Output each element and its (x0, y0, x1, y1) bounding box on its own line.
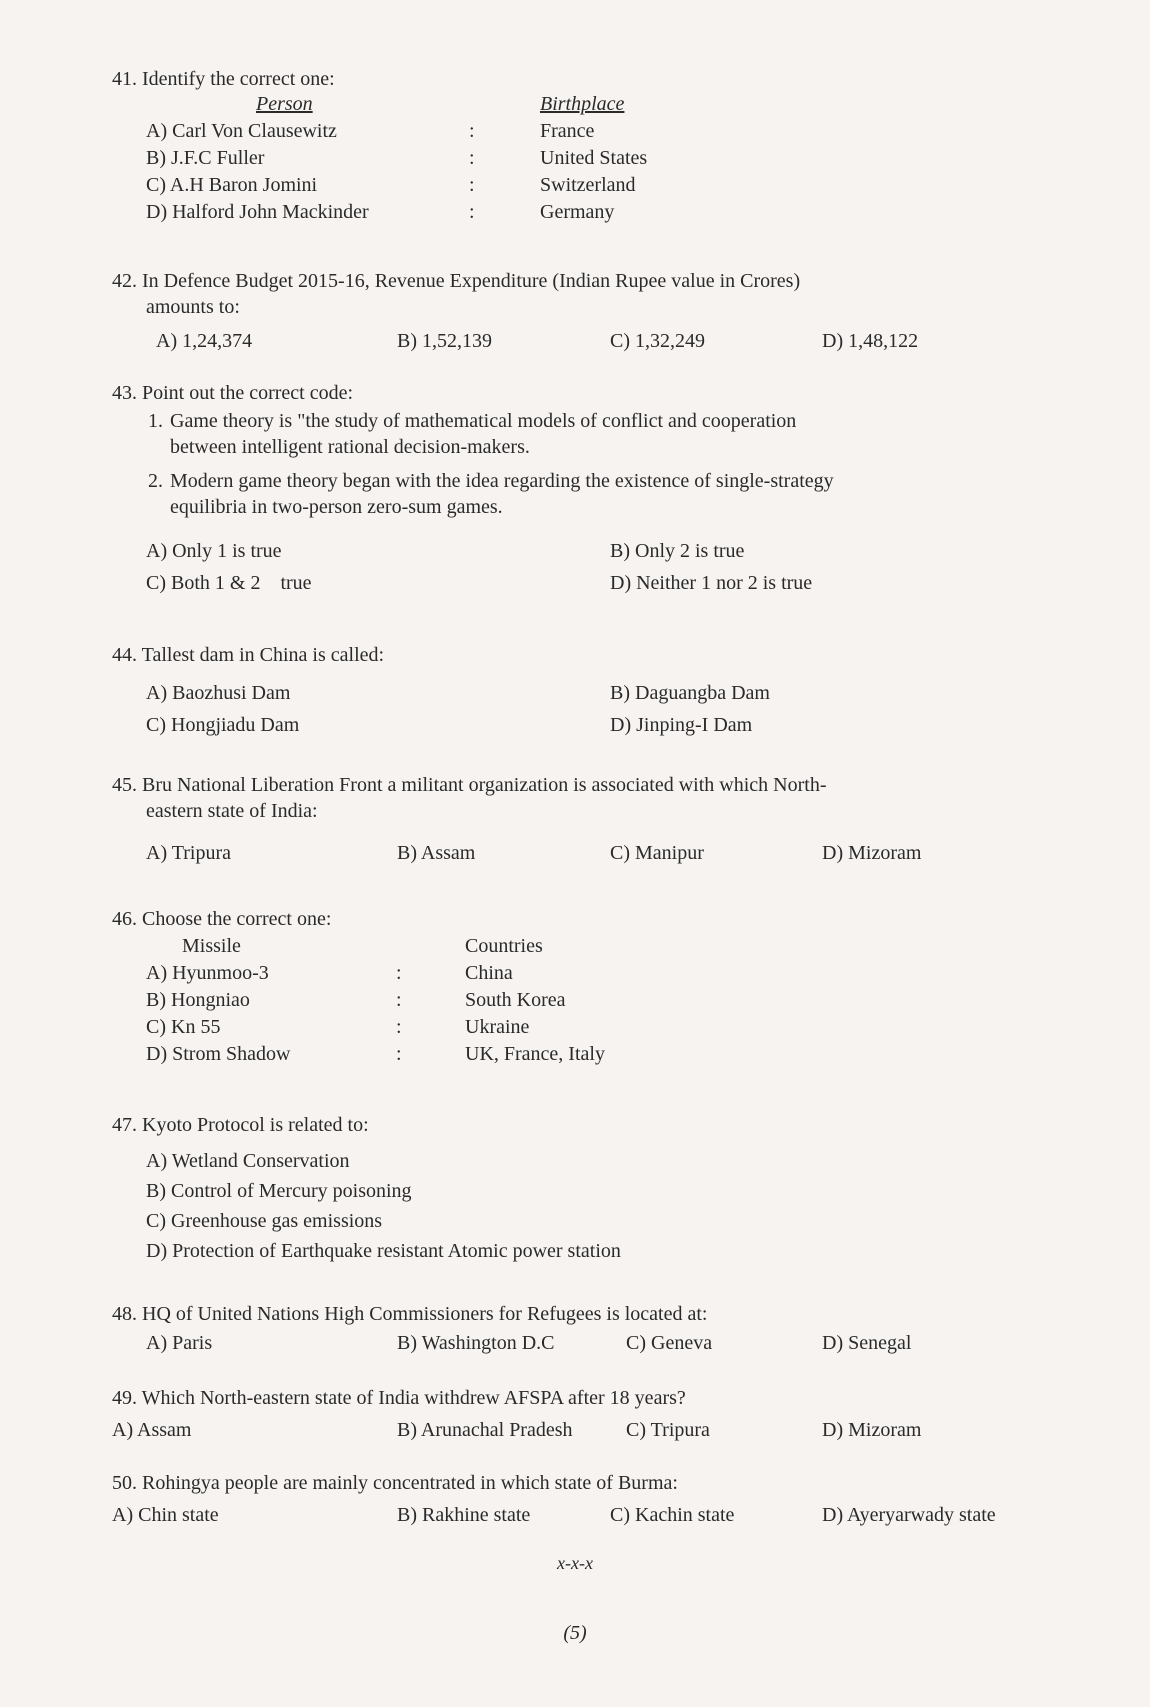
match-row: A) Carl Von Clausewitz : France (146, 120, 595, 142)
option-b: B) Only 2 is true (610, 540, 745, 562)
question-43 (112, 380, 1012, 599)
question-49 (112, 1385, 1012, 1446)
question-47 (112, 1112, 1012, 1267)
option-d: D) Protection of Earthquake resistant Atomic power station (146, 1240, 621, 1262)
option-d: D) Neither 1 nor 2 is true (610, 572, 813, 594)
end-mark: x-x-x (557, 1553, 593, 1573)
option-d: D) 1,48,122 (822, 330, 919, 352)
option-c: C) Kachin state (610, 1504, 735, 1526)
option-a: A) Tripura (146, 842, 232, 864)
match-row: B) Hongniao : South Korea (146, 989, 566, 1011)
option-c: C) Hongjiadu Dam (146, 714, 300, 736)
option-b: B) Control of Mercury poisoning (146, 1180, 412, 1202)
question-46 (112, 906, 1012, 1070)
option-a: A) Only 1 is true (146, 540, 282, 562)
question-42 (112, 268, 1012, 357)
option-b: B) 1,52,139 (397, 330, 492, 352)
option-c: C) Both 1 & 2 true (146, 572, 312, 594)
option-d: D) Senegal (822, 1332, 912, 1354)
question-45 (112, 772, 1012, 869)
match-row: D) Strom Shadow : UK, France, Italy (146, 1043, 605, 1065)
question-41 (112, 66, 1012, 228)
question-text: 48. HQ of United Nations High Commissioners for Refugees is located at: (112, 1303, 708, 1325)
match-row: A) Hyunmoo-3 : China (146, 962, 513, 984)
option-a: A) Paris (146, 1332, 213, 1354)
question-text-continued: eastern state of India: (146, 800, 318, 822)
question-48 (112, 1301, 1012, 1359)
option-c: C) Geneva (626, 1332, 713, 1354)
page-number: (5) (563, 1622, 587, 1644)
option-d: D) Jinping-I Dam (610, 714, 753, 736)
option-a: A) Wetland Conservation (146, 1150, 350, 1172)
column-header-countries: Countries (465, 935, 543, 957)
option-b: B) Arunachal Pradesh (397, 1419, 573, 1441)
statement-2: 2. Modern game theory began with the idea regarding the existence of single-strategy equilibria in two-person zero-sum games. (148, 470, 834, 518)
match-row: C) Kn 55 : Ukraine (146, 1016, 530, 1038)
column-header-person: Person (256, 93, 313, 115)
option-c: C) Greenhouse gas emissions (146, 1210, 383, 1232)
question-text-continued: amounts to: (146, 296, 240, 318)
option-a: A) Baozhusi Dam (146, 682, 291, 704)
question-text: 46. Choose the correct one: (112, 908, 332, 930)
option-a: A) Chin state (112, 1504, 219, 1526)
option-b: B) Daguangba Dam (610, 682, 770, 704)
statement-1: 1. Game theory is "the study of mathematical models of conflict and cooperation between intelligent rational decision-makers. (148, 410, 797, 458)
question-text: 42. In Defence Budget 2015-16, Revenue Expenditure (Indian Rupee value in Crores) (112, 270, 801, 292)
option-d: D) Mizoram (822, 1419, 922, 1441)
column-header-birthplace: Birthplace (540, 93, 625, 115)
match-row: B) J.F.C Fuller : United States (146, 147, 648, 169)
option-c: C) 1,32,249 (610, 330, 705, 352)
option-b: B) Rakhine state (397, 1504, 531, 1526)
question-50 (112, 1470, 1012, 1531)
match-row: C) A.H Baron Jomini : Switzerland (146, 174, 636, 196)
question-text: 43. Point out the correct code: (112, 382, 354, 404)
option-b: B) Assam (397, 842, 476, 864)
option-d: D) Mizoram (822, 842, 922, 864)
column-header-missile: Missile (182, 935, 241, 957)
option-d: D) Ayeryarwady state (822, 1504, 996, 1526)
option-c: C) Manipur (610, 842, 704, 864)
option-a: A) 1,24,374 (156, 330, 253, 352)
option-b: B) Washington D.C (397, 1332, 555, 1354)
question-text: 45. Bru National Liberation Front a militant organization is associated with which North- (112, 774, 827, 796)
question-text: 47. Kyoto Protocol is related to: (112, 1114, 369, 1136)
question-44 (112, 642, 1012, 741)
question-text: 44. Tallest dam in China is called: (112, 644, 385, 666)
option-c: C) Tripura (626, 1419, 710, 1441)
question-text: 50. Rohingya people are mainly concentrated in which state of Burma: (112, 1472, 678, 1494)
question-text: 49. Which North-eastern state of India withdrew AFSPA after 18 years? (112, 1387, 686, 1409)
option-a: A) Assam (112, 1419, 192, 1441)
match-row: D) Halford John Mackinder : Germany (146, 201, 615, 223)
question-text: 41. Identify the correct one: (112, 68, 335, 90)
